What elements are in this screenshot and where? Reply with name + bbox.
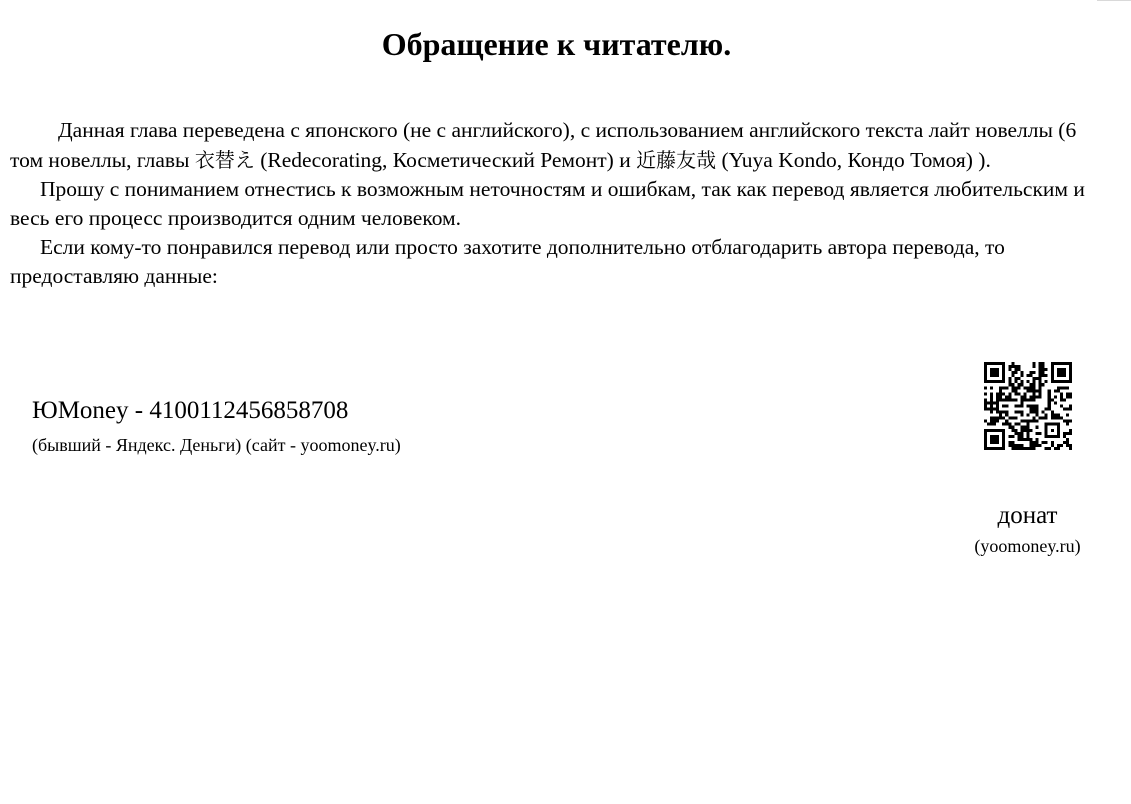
wallet-note: (бывший - Яндекс. Деньги) (сайт - yoomoney.ru) (32, 435, 401, 455)
paragraph-1-text-b: (Redecorating, Косметический Ремонт) и (254, 148, 637, 172)
paragraph-1-text-a: Данная глава переведена с японского (не с английского), с использованием английского текста лайт новеллы (6 том новеллы, главы (10, 118, 1077, 172)
corner-divider (1097, 0, 1131, 1)
paragraph-apology: Прошу с пониманием отнестись к возможным неточностям и ошибкам, так как перевод является любительским и весь его процесс производится одним человеком. (10, 177, 1085, 230)
wallet-number: ЮMoney - 4100112456858708 (32, 397, 349, 424)
paragraph-1-text-c: (Yuya Kondo, Кондо Томоя) ). (716, 148, 991, 172)
paragraph-donation-intro: Если кому-то понравился перевод или просто захотите дополнительно отблагодарить автора перевода, то предоставляю данные: (10, 235, 1005, 288)
payment-details (32, 395, 401, 457)
chapter-title-japanese: 衣替え (194, 148, 255, 172)
reader-address-text (10, 115, 1110, 291)
donate-section (955, 500, 1100, 558)
chapter-title-japanese-2: 近藤友哉 (636, 148, 717, 172)
paragraph-translation-info (10, 115, 1110, 175)
qr-code-icon[interactable] (984, 362, 1072, 450)
donate-label: донат (997, 502, 1058, 529)
page-title: Обращение к читателю. (381, 26, 732, 62)
donate-site: (yoomoney.ru) (974, 536, 1081, 556)
